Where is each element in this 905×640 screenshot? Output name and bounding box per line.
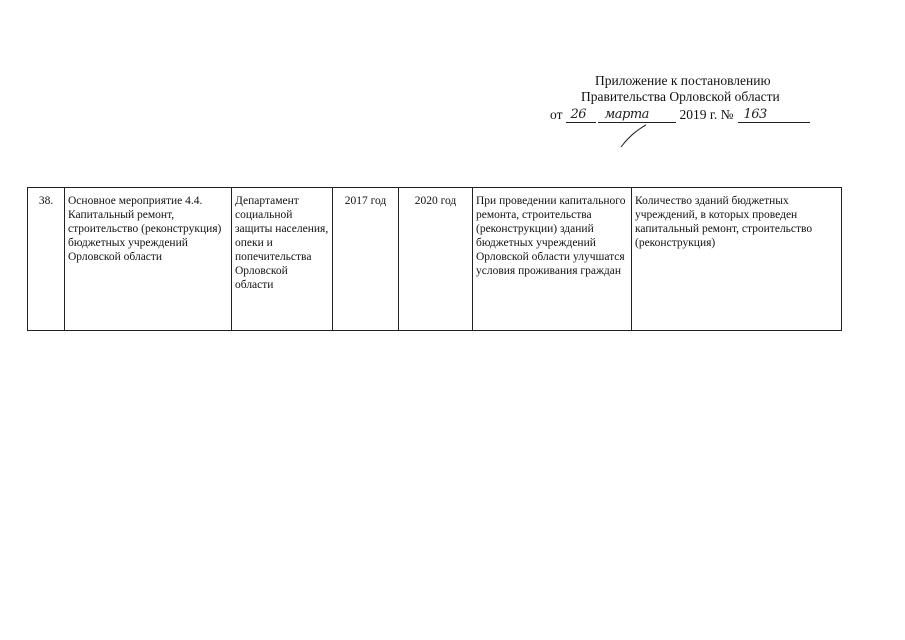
signature-stroke-icon bbox=[619, 123, 649, 149]
decree-date-row bbox=[550, 105, 845, 123]
end-year: 2020 год bbox=[399, 188, 473, 331]
measures-table bbox=[27, 187, 842, 331]
responsible-executor: Департамент социальной защиты населения, опеки и попечительства Орловской области bbox=[232, 188, 333, 331]
handwritten-month: марта bbox=[604, 107, 649, 122]
government-name: Правительства Орловской области bbox=[581, 89, 780, 104]
table-row bbox=[28, 188, 842, 331]
date-year-label: 2019 г. № bbox=[679, 107, 734, 122]
handwritten-number: 163 bbox=[743, 107, 767, 122]
start-year: 2017 год bbox=[333, 188, 399, 331]
appendix-title: Приложение к постановлению bbox=[595, 73, 771, 88]
handwritten-day: 26 bbox=[570, 107, 587, 122]
decree-number-field bbox=[738, 108, 810, 123]
document-header bbox=[545, 73, 845, 123]
date-month-field bbox=[598, 108, 676, 123]
target-indicator: Количество зданий бюджетных учреждений, в которых проведен капитальный ремонт, строительство (реконструкция) bbox=[632, 188, 842, 331]
date-prefix: от bbox=[550, 107, 563, 122]
expected-result: При проведении капитального ремонта, строительства (реконструкции) зданий бюджетных учреждений Орловской области улучшатся условия проживания граждан bbox=[473, 188, 632, 331]
date-day-field bbox=[566, 108, 596, 123]
measure-name: Основное мероприятие 4.4. Капитальный ремонт, строительство (реконструкция) бюджетных учреждений Орловской области bbox=[65, 188, 232, 331]
row-number: 38. bbox=[28, 188, 65, 331]
